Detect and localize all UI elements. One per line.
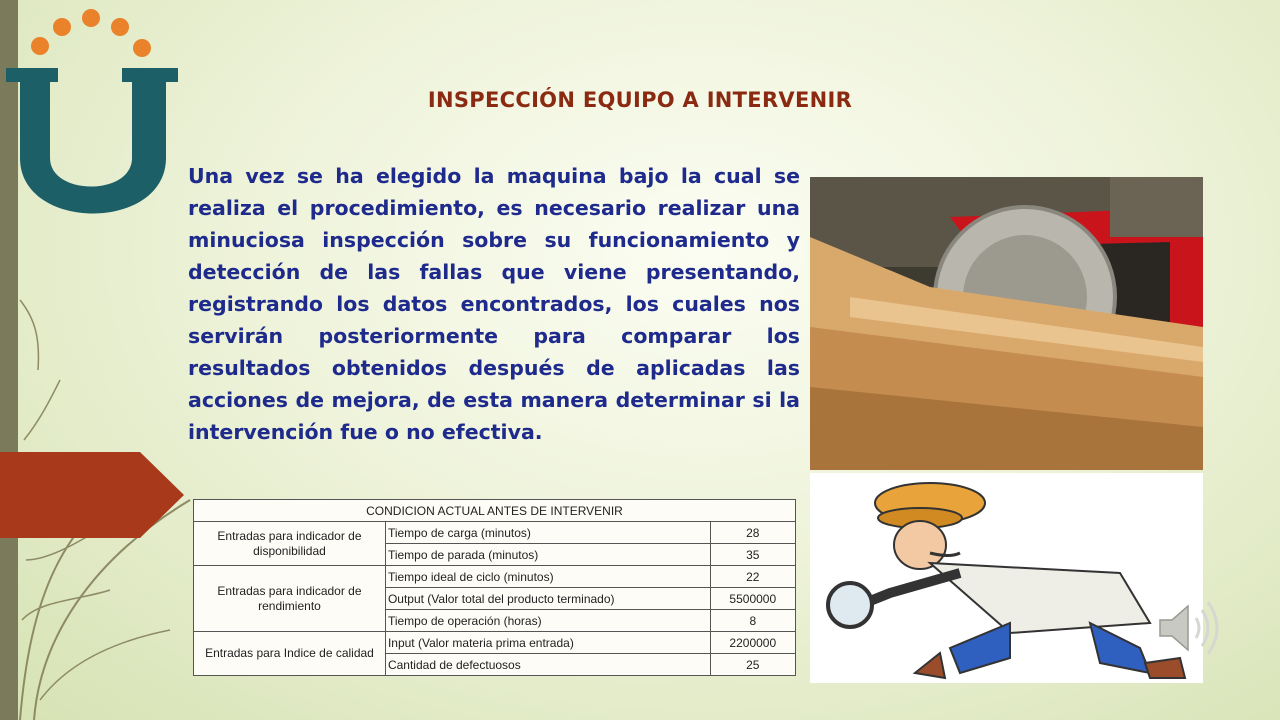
row-label: Tiempo de parada (minutos) [385,544,710,566]
red-arrow-shape [0,452,184,538]
condition-table [193,499,796,676]
row-value: 35 [710,544,795,566]
row-value: 25 [710,654,795,676]
logo-dot [133,39,151,57]
row-value: 2200000 [710,632,795,654]
group-label-disponibilidad: Entradas para indicador de disponibilidad [194,522,386,566]
table-header: CONDICION ACTUAL ANTES DE INTERVENIR [194,500,796,522]
table-row [194,632,796,654]
table-row [194,566,796,588]
row-label: Tiempo de carga (minutos) [385,522,710,544]
row-value: 28 [710,522,795,544]
body-paragraph: Una vez se ha elegido la maquina bajo la cual se realiza el procedimiento, es necesario realizar una minuciosa inspección sobre su funcionamiento y detección de las fallas que viene presentando, registrando los datos encontrados, los cuales nos servirán posteriormente para comparar los resultados obtenidos después de aplicadas las acciones de mejora, de esta manera determinar si la intervención fue o no efectiva. [188,164,800,444]
row-label: Input (Valor materia prima entrada) [385,632,710,654]
logo-dot [31,37,49,55]
row-value: 5500000 [710,588,795,610]
logo-dot [53,18,71,36]
logo-u-icon [0,0,200,240]
logo-dot [82,9,100,27]
table-saw-photo [810,177,1203,470]
row-value: 8 [710,610,795,632]
speaker-icon[interactable] [1152,596,1222,660]
table-row [194,522,796,544]
group-label-calidad: Entradas para Indice de calidad [194,632,386,676]
row-label: Output (Valor total del producto terminado) [385,588,710,610]
table-header-row [194,500,796,522]
slide-title: INSPECCIÓN EQUIPO A INTERVENIR [427,88,853,112]
inspector-clipart [810,473,1203,683]
group-label-rendimiento: Entradas para indicador de rendimiento [194,566,386,632]
row-value: 22 [710,566,795,588]
logo-dot [111,18,129,36]
row-label: Tiempo ideal de ciclo (minutos) [385,566,710,588]
row-label: Cantidad de defectuosos [385,654,710,676]
row-label: Tiempo de operación (horas) [385,610,710,632]
